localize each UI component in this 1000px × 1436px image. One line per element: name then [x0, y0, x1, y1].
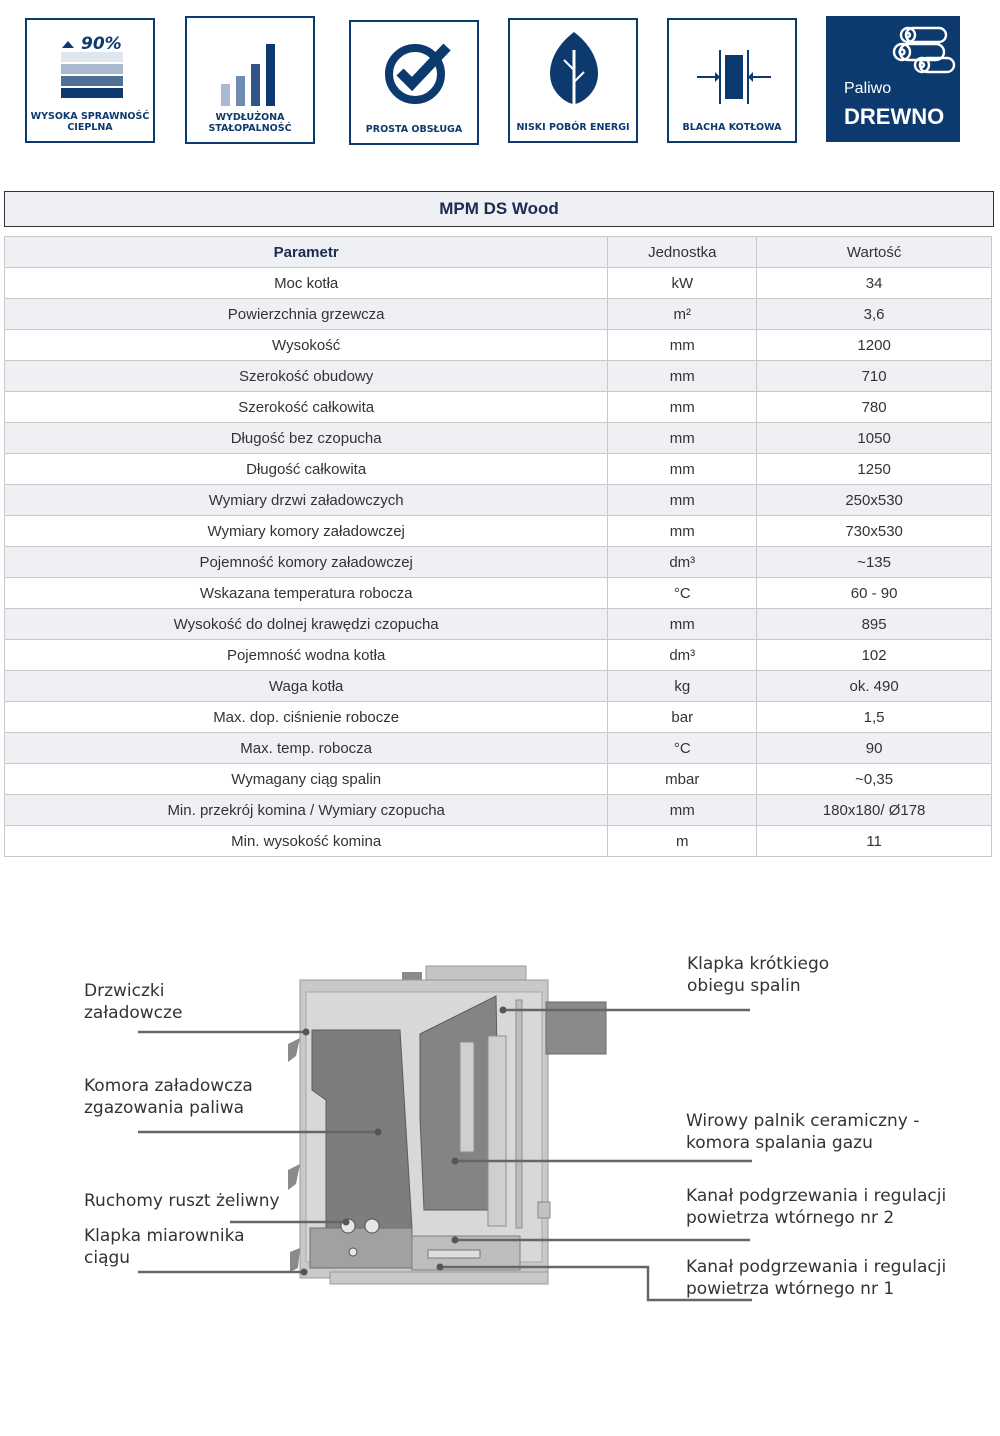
cell-value: 1200 — [757, 330, 992, 361]
cell-parameter: Szerokość obudowy — [5, 361, 608, 392]
cell-parameter: Wymagany ciąg spalin — [5, 764, 608, 795]
column-header-parameter: Parametr — [5, 237, 608, 268]
sheet-thickness-icon — [669, 20, 799, 115]
cell-parameter: Długość bez czopucha — [5, 423, 608, 454]
column-header-unit: Jednostka — [608, 237, 757, 268]
table-header-row — [5, 237, 992, 268]
table-row — [5, 516, 992, 547]
table-row — [5, 361, 992, 392]
cell-parameter: Min. przekrój komina / Wymiary czopucha — [5, 795, 608, 826]
table-row — [5, 671, 992, 702]
callout-secondary-air-channel-1: Kanał podgrzewania i regulacji powietrza wtórnego nr 1 — [686, 1257, 947, 1299]
cell-unit: mm — [608, 454, 757, 485]
cell-value: 90 — [757, 733, 992, 764]
table-row — [5, 733, 992, 764]
cell-unit: mm — [608, 330, 757, 361]
table-row — [5, 330, 992, 361]
table-row — [5, 640, 992, 671]
feature-fuel-wood — [826, 16, 960, 142]
cell-value: 710 — [757, 361, 992, 392]
cell-value: 250x530 — [757, 485, 992, 516]
table-row — [5, 578, 992, 609]
cell-parameter: Wysokość do dolnej krawędzi czopucha — [5, 609, 608, 640]
cell-unit: m² — [608, 299, 757, 330]
cell-value: 1250 — [757, 454, 992, 485]
cell-parameter: Waga kotła — [5, 671, 608, 702]
cell-parameter: Wymiary drzwi załadowczych — [5, 485, 608, 516]
feature-label: PROSTA OBSŁUGA — [365, 124, 463, 135]
cell-unit: mbar — [608, 764, 757, 795]
cell-value: 60 - 90 — [757, 578, 992, 609]
cell-unit: mm — [608, 516, 757, 547]
column-header-value: Wartość — [757, 237, 992, 268]
cell-unit: bar — [608, 702, 757, 733]
feature-label: NISKI POBÓR ENERGI — [516, 122, 630, 133]
cell-parameter: Pojemność wodna kotła — [5, 640, 608, 671]
leaf-icon — [510, 20, 640, 115]
table-row — [5, 764, 992, 795]
bar-chart-icon — [187, 18, 317, 113]
callout-ceramic-burner: Wirowy palnik ceramiczny - komora spalania gazu — [686, 1111, 920, 1153]
cell-unit: mm — [608, 485, 757, 516]
cell-unit: m — [608, 826, 757, 857]
feature-low-energy — [508, 18, 638, 143]
feature-label: WYSOKA SPRAWNOŚĆ CIEPLNA — [30, 111, 150, 133]
cell-value: 3,6 — [757, 299, 992, 330]
cell-unit: °C — [608, 578, 757, 609]
cell-unit: mm — [608, 795, 757, 826]
cell-value: 780 — [757, 392, 992, 423]
table-row — [5, 826, 992, 857]
table-row — [5, 547, 992, 578]
cell-parameter: Długość całkowita — [5, 454, 608, 485]
table-row — [5, 609, 992, 640]
wood-logs-icon — [828, 18, 962, 78]
callout-secondary-air-channel-2: Kanał podgrzewania i regulacji powietrza wtórnego nr 2 — [686, 1186, 947, 1228]
cell-parameter: Min. wysokość komina — [5, 826, 608, 857]
callout-bypass-flap: Klapka krótkiego obiegu spalin — [687, 954, 830, 996]
cell-value: 102 — [757, 640, 992, 671]
cell-parameter: Wysokość — [5, 330, 608, 361]
cell-unit: dm³ — [608, 640, 757, 671]
cell-unit: °C — [608, 733, 757, 764]
cell-parameter: Pojemność komory załadowczej — [5, 547, 608, 578]
cell-unit: kW — [608, 268, 757, 299]
fuel-type: DREWNO — [844, 104, 945, 129]
cell-value: ~135 — [757, 547, 992, 578]
feature-label: BLACHA KOTŁOWA — [682, 122, 782, 133]
cell-value: 180x180/ Ø178 — [757, 795, 992, 826]
cell-unit: mm — [608, 423, 757, 454]
callout-loading-door: Drzwiczki załadowcze — [84, 981, 183, 1023]
efficiency-badge: 90% — [81, 34, 122, 54]
feature-easy-use — [349, 20, 479, 145]
cell-value: 730x530 — [757, 516, 992, 547]
table-row — [5, 392, 992, 423]
boiler-diagram — [0, 940, 1000, 1340]
cell-value: 34 — [757, 268, 992, 299]
cell-value: ~0,35 — [757, 764, 992, 795]
feature-durability — [185, 16, 315, 144]
boiler-body-shape — [288, 966, 606, 1284]
cell-unit: mm — [608, 609, 757, 640]
cell-parameter: Max. dop. ciśnienie robocze — [5, 702, 608, 733]
feature-label: WYDŁUŻONA STAŁOPALNOŚĆ — [208, 112, 292, 134]
cell-unit: mm — [608, 392, 757, 423]
table-row — [5, 299, 992, 330]
cell-parameter: Szerokość całkowita — [5, 392, 608, 423]
cell-value: 895 — [757, 609, 992, 640]
spec-table — [4, 236, 992, 857]
table-row — [5, 702, 992, 733]
callout-loading-chamber: Komora załadowcza zgazowania paliwa — [84, 1076, 253, 1118]
checkmark-icon — [351, 22, 481, 117]
cell-unit: kg — [608, 671, 757, 702]
cell-parameter: Max. temp. robocza — [5, 733, 608, 764]
table-row — [5, 795, 992, 826]
cell-value: 1,5 — [757, 702, 992, 733]
fuel-label: Paliwo — [844, 80, 892, 97]
feature-efficiency — [25, 18, 155, 143]
cell-value: 1050 — [757, 423, 992, 454]
callout-cast-iron-grate: Ruchomy ruszt żeliwny — [84, 1191, 280, 1211]
cell-unit: mm — [608, 361, 757, 392]
cell-parameter: Wskazana temperatura robocza — [5, 578, 608, 609]
cell-value: ok. 490 — [757, 671, 992, 702]
table-row — [5, 485, 992, 516]
callout-draft-regulator-flap: Klapka miarownika ciągu — [84, 1226, 245, 1268]
cell-parameter: Wymiary komory załadowczej — [5, 516, 608, 547]
cell-value: 11 — [757, 826, 992, 857]
cell-parameter: Powierzchnia grzewcza — [5, 299, 608, 330]
model-title: MPM DS Wood — [4, 191, 994, 227]
table-row — [5, 268, 992, 299]
feature-boiler-sheet — [667, 18, 797, 143]
feature-icons-row — [0, 0, 1000, 160]
table-row — [5, 423, 992, 454]
table-row — [5, 454, 992, 485]
cell-unit: dm³ — [608, 547, 757, 578]
cell-parameter: Moc kotła — [5, 268, 608, 299]
